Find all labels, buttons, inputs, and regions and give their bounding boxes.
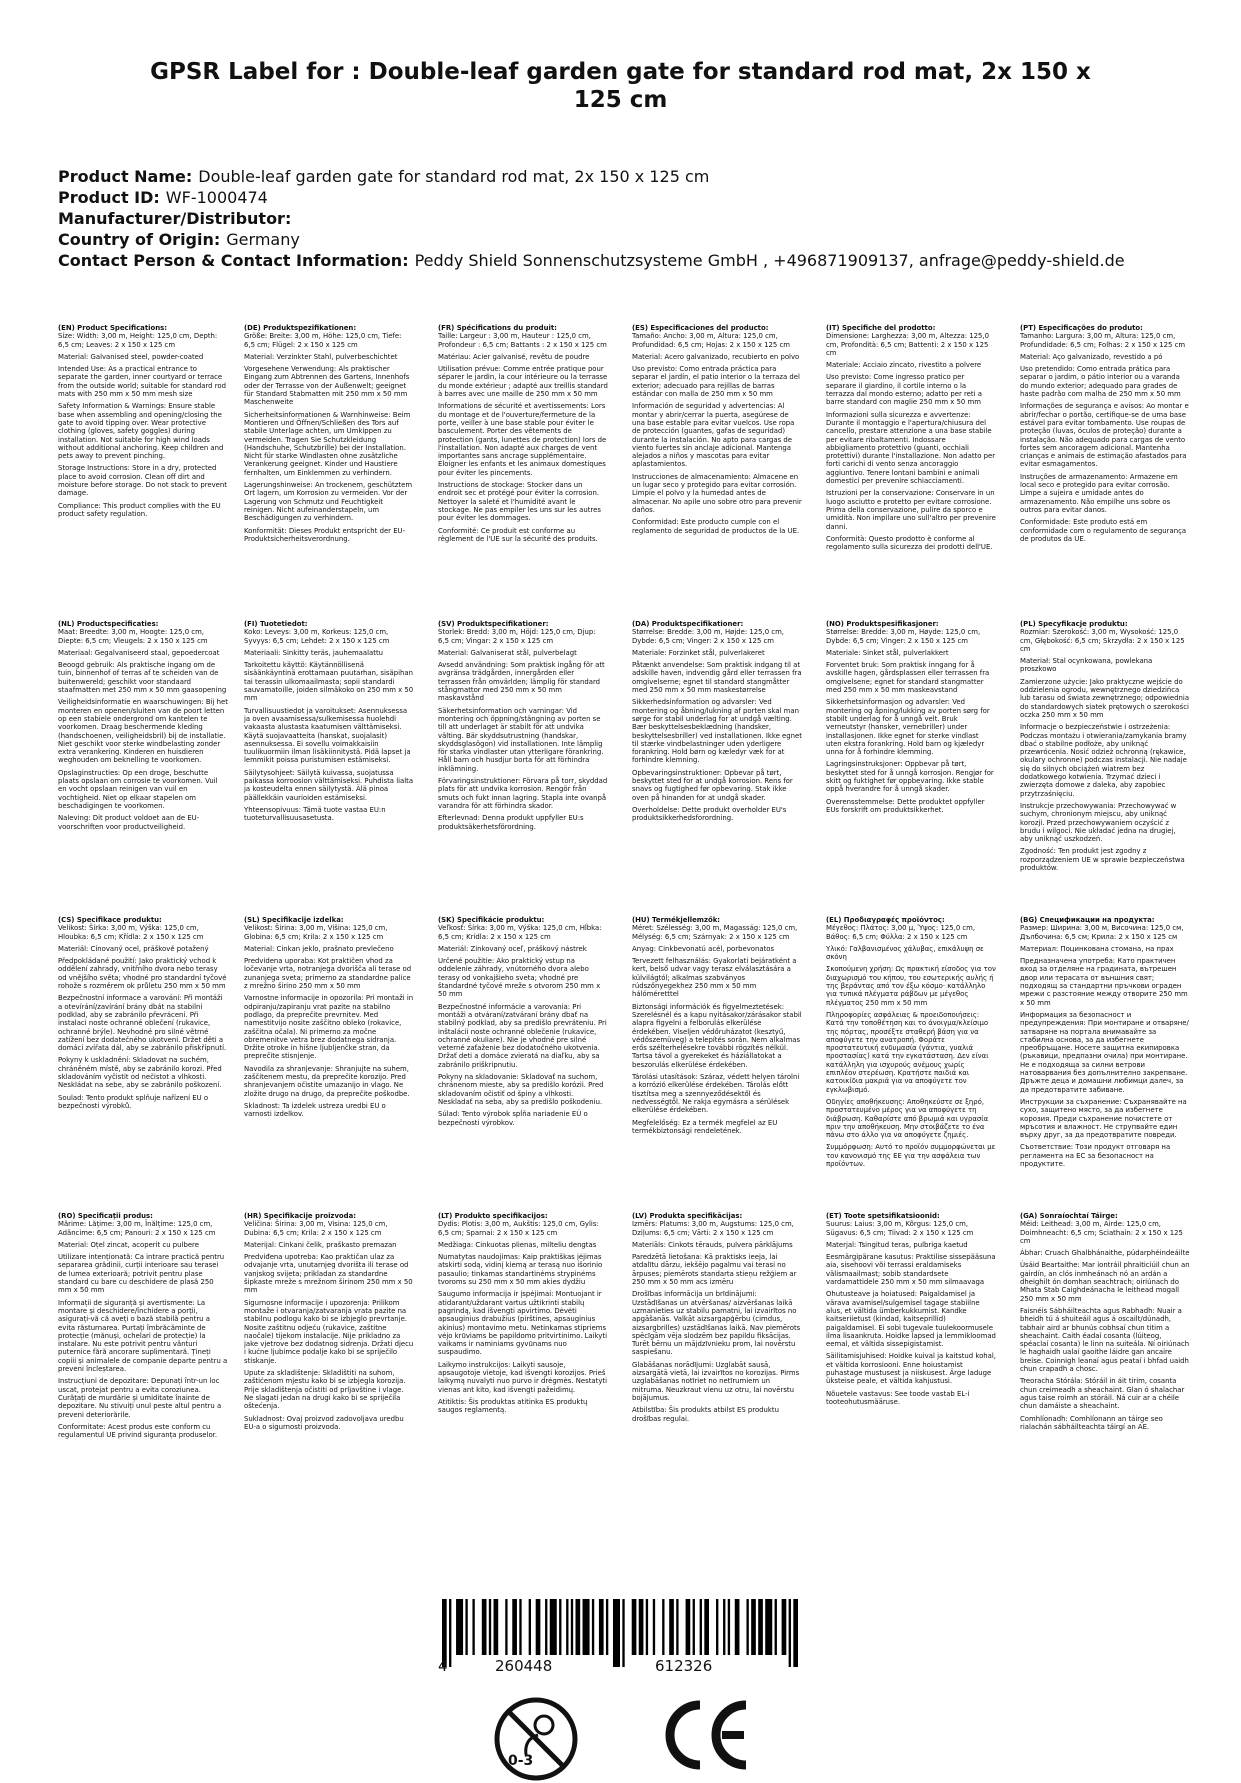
barcode-bar xyxy=(704,1599,709,1655)
spec-paragraph: Numatytas naudojimas: Kaip praktiškas įėjimas atskirti sodą, vidinį kiemą ar terasą nuo išorinio pasaulio; tinkamas standartinėms strypinėms tvoroms su 250 mm x 50 mm akies dydžiu xyxy=(438,1253,603,1287)
spec-paragraph: Съответствие: Този продукт отговаря на регламента на ЕС за безопасност на продуктите. xyxy=(1020,1143,1171,1169)
barcode-bar xyxy=(723,1599,725,1655)
spec-heading: (RO) Specificații produs: xyxy=(58,1212,153,1220)
spec-paragraph: Utilisation prévue: Comme entrée pratique pour séparer le jardin, la cour intérieure ou la terrasse du monde extérieur ; adapté aux treillis standard à barres avec une maille de 250 mm x 50 mm xyxy=(438,365,608,399)
spec-paragraph: Predviđena upotreba: Kao praktičan ulaz za odvajanje vrta, unutarnjeg dvorišta ili terase od vanjskog svijeta; prikladan za standardne šipkaste mreže s mrežnom širinom 250 mm x 50 mm xyxy=(244,1253,413,1295)
spec-paragraph: Conformidad: Este producto cumple con el reglamento de seguridad de productos de la UE. xyxy=(632,518,800,535)
spec-paragraph: Utilizare intenționată: Ca intrare practică pentru separarea grădinii, curții interioare sau terasei de lumea exterioară; potrivit pentru plase standard cu bare cu deschidere de plasă 250 mm x 50 mm xyxy=(58,1253,225,1295)
spec-paragraph: Súlad: Tento výrobok spĺňa nariadenie EÚ o bezpečnosti výrobkov. xyxy=(438,1110,588,1127)
spec-paragraph: Velikost: Šírka: 3,00 m, Výška: 125,0 cm, Hloubka: 6,5 cm; Křídla: 2 x 150 x 125 cm xyxy=(58,924,204,941)
barcode-bar xyxy=(571,1599,573,1655)
spec-paragraph: Størrelse: Bredde: 3,00 m, Høyde: 125,0 cm, Dybde: 6,5 cm; Vinger: 2 x 150 x 125 cm xyxy=(826,628,981,645)
spec-block xyxy=(438,620,608,835)
info-contact xyxy=(58,250,1188,271)
barcode-bar xyxy=(505,1599,507,1655)
spec-paragraph: Uso previsto: Come ingresso pratico per separare il giardino, il cortile interno o la terrazza dal mondo esterno; adatto per reti a barre standard con maglie 250 mm x 50 mm xyxy=(826,373,982,407)
spec-paragraph: Μέγεθος: Πλάτος: 3,00 μ, Ύψος: 125,0 cm, Βάθος: 6,5 cm; Φύλλα: 2 x 150 x 125 cm xyxy=(826,924,976,941)
barcode-bar xyxy=(639,1599,644,1655)
spec-paragraph: Suurus: Laius: 3,00 m, Kõrgus: 125,0 cm, Sügavus: 6,5 cm; Tiivad: 2 x 150 x 125 cm xyxy=(826,1220,974,1237)
spec-paragraph: Størrelse: Bredde: 3,00 m, Højde: 125,0 cm, Dybde: 6,5 cm; Vinger: 2 x 150 x 125 cm xyxy=(632,628,784,645)
age-warning-label: 0-3 xyxy=(508,1753,534,1769)
spec-heading: (HR) Specifikacije proizvoda: xyxy=(244,1212,357,1220)
ce-mark-icon xyxy=(660,1695,756,1775)
spec-paragraph: Drošības informācija un brīdinājumi: Uzstādīšanas un atvēršanas/ aizvēršanas laikā uzmanieties uz stabilu pamatni, lai izvairītos no apgāšanās. Valkāt aizsargapģērbu (cimdus, aizsargbrilles) uzstādīšanas laikā. Nav piemērots spēcīgām vēja slodzēm bez papildu fiksācijas. Turēt bērnu un mājdzīvnieku prom, lai novērstu saspiešanu. xyxy=(632,1290,801,1357)
spec-paragraph: Instrucțiuni de depozitare: Depunați într-un loc uscat, protejat pentru a evita coroziunea. Curățați de murdărie și umiditate înainte de depozitare. Nu stivuiți unul peste altul pentru a preveni deteriorările. xyxy=(58,1377,222,1419)
spec-paragraph: Biztonsági információk és figyelmeztetések: Szerelésnél és a kapu nyitásakor/zárásakor stabil alapra figyelni a felborulás elkerülése érdekében. Viseljen védőruházatot (kesztyű, védőszemüveg) a telepítés során. Nem alkalmas erős szélterhelésekre további rögzítés nélkül. Tartsa távol a gyerekeket és háziállatokat a beszorulás elkerülése érdekében. xyxy=(632,1002,802,1069)
barcode-digit-prefix: 4 xyxy=(438,1657,448,1675)
spec-heading: (PT) Especificações do produto: xyxy=(1020,324,1143,332)
spec-paragraph: Veličina: Širina: 3,00 m, Visina: 125,0 cm, Dubina: 6,5 cm; Krila: 2 x 150 x 125 cm xyxy=(244,1220,388,1237)
spec-paragraph: Dydis: Plotis: 3,00 m, Aukštis: 125,0 cm, Gylis: 6,5 cm; Sparnai: 2 x 150 x 125 cm xyxy=(438,1220,599,1237)
spec-heading: (NO) Produktspesifikasjoner: xyxy=(826,620,939,628)
spec-paragraph: Materiale: Acciaio zincato, rivestito a polvere xyxy=(826,361,982,370)
spec-block xyxy=(632,620,802,827)
barcode-bar xyxy=(489,1599,491,1655)
spec-paragraph: Konformität: Dieses Produkt entspricht der EU-Produktsicherheitsverordnung. xyxy=(244,526,406,543)
info-value: WF-1000474 xyxy=(165,188,268,207)
spec-paragraph: Úsáid Beartaithe: Mar iontráil phraiticiúil chun an gairdín, an clós inmheánach nó an ardán a dheighilt ón domhan seachtrach; oiriúnach do Mhata Stab Caighdeánacha le leithead mogall 250 mm x 50 mm xyxy=(1020,1261,1190,1303)
spec-paragraph: Storlek: Bredd: 3,00 m, Höjd: 125,0 cm, Djup: 6,5 cm; Vingar: 2 x 150 x 125 cm xyxy=(438,628,596,645)
barcode-bar xyxy=(758,1599,763,1655)
spec-paragraph: Material: Acero galvanizado, recubierto en polvo xyxy=(632,352,800,361)
spec-heading: (PL) Specyfikacje produktu: xyxy=(1020,620,1128,628)
spec-heading: (FR) Spécifications du produit: xyxy=(438,324,557,332)
spec-paragraph: Izmērs: Platums: 3,00 m, Augstums: 125,0 cm, Dziļums: 6,5 cm; Vārti: 2 x 150 x 125 cm xyxy=(632,1220,794,1237)
spec-paragraph: Pokyny k uskladnění: Skladovat na suchém, chráněném místě, aby se zabránilo korozi. Před skladováním vyčistit od nečistot a vlhkosti. Neskládat na sebe, aby se zabránilo poškození. xyxy=(58,1056,222,1090)
spec-block xyxy=(826,1212,996,1410)
barcode-bar xyxy=(782,1599,787,1655)
spec-paragraph: Información de seguridad y advertencias: Al montar y abrir/cerrar la puerta, asegúrese de una base estable para evitar vuelcos. Use ropa de protección (guantes, gafas de seguridad) durante la instalación. No apto para cargas de viento fuertes sin anclaje adicional. Mantenga alejados a niños y mascotas para evitar aplastamientos. xyxy=(632,402,795,469)
spec-paragraph: Conformitate: Acest produs este conform cu regulamentul UE privind siguranța produselor. xyxy=(58,1422,218,1440)
spec-paragraph: Sicherheitsinformationen & Warnhinweise: Beim Montieren und Öffnen/Schließen des Tors auf stabile Unterlage achten, um Umkippen zu vermeiden. Tragen Sie Schutzkleidung (Handschuhe, Schutzbrille) bei der Installation. Nicht für starke Windlasten ohne zusätzliche Verankerung geeignet. Kinder und Haustiere fernhalten, um Einklemmen zu verhindern. xyxy=(244,410,411,477)
barcode-bar xyxy=(662,1599,664,1655)
age-warning-icon xyxy=(492,1695,580,1783)
spec-heading: (NL) Productspecificaties: xyxy=(58,620,159,628)
spec-paragraph: Varnostne informacije in opozorila: Pri montaži in odpiranju/zapiranju vrat pazite na stabilno podlago, da preprečite prevrnitev. Med namestitvijo nosite zaščitno obleko (rokavice, zaščitna očala). Ni primerno za močne obremenitve vetra brez dodatnega sidranja. Držite otroke in hišne ljubljenčke stran, da preprečite stisnjenje. xyxy=(244,994,414,1061)
spec-block xyxy=(632,916,802,1139)
barcode-bar xyxy=(559,1599,561,1655)
spec-paragraph: Tárolási utasítások: Száraz, védett helyen tárolni a korrózió elkerülése érdekében. Tárolás előtt tisztítsa meg a szennyeződésektől és nedvességtől. Ne rakja egymásra a sérülések elkerülése érdekében. xyxy=(632,1073,800,1115)
spec-paragraph: Megfelelőség: Ez a termék megfelel az EU termékbiztonsági rendeletének. xyxy=(632,1118,778,1135)
spec-paragraph: Vorgesehene Verwendung: Als praktischer Eingang zum Abtrennen des Gartens, Innenhofs oder der Terrasse von der Außenwelt; geeignet für Standard Stabmatten mit 250 mm x 50 mm Maschenweite xyxy=(244,365,410,407)
barcode-bar xyxy=(793,1599,798,1667)
info-manufacturer xyxy=(58,208,1188,229)
spec-paragraph: Soulad: Tento produkt splňuje nařízení EU o bezpečnosti výrobků. xyxy=(58,1093,209,1110)
barcode-bar xyxy=(472,1599,474,1655)
spec-paragraph: Συμμόρφωση: Αυτό το προϊόν συμμορφώνεται με τον κανονισμό της ΕΕ για την ασφάλεια των προϊόντων. xyxy=(826,1143,996,1169)
barcode-bar xyxy=(765,1599,772,1655)
spec-block xyxy=(244,620,414,827)
spec-paragraph: Eesmärgipärane kasutus: Praktilise sissepääsuna aia, sisehoovi või terrassi eraldamiseks välismaailmast; sobib standardsete vardamattidele 250 mm x 50 mm silmaavaga xyxy=(826,1253,996,1287)
spec-paragraph: Materiale: Forzinket stål, pulverlakeret xyxy=(632,648,765,657)
barcode-bar xyxy=(669,1599,674,1655)
info-label: Product Name: xyxy=(58,167,193,186)
spec-paragraph: Informații de siguranță și avertismente: La montare și deschidere/închidere a porții, asigurați-vă că aveți o bază stabilă pentru a evita răsturnarea. Purtați îmbrăcăminte de protecție (mănuși, ochelari de protecție) la instalare. Nu este potrivit pentru vânturi puternice fără ancorare suplimentară. Țineți copiii și animalele de companie departe pentru a preveni încleștarea. xyxy=(58,1298,228,1374)
barcode-digits-left: 260448 xyxy=(495,1657,553,1675)
spec-paragraph: Материал: Поцинкована стомана, на прах xyxy=(1020,944,1174,953)
barcode-bar xyxy=(735,1599,740,1655)
spec-paragraph: Atitiktis: Šis produktas atitinka ES produktų saugos reglamentą. xyxy=(438,1397,588,1415)
spec-block xyxy=(438,916,608,1131)
spec-paragraph: Sukladnost: Ovaj proizvod zadovoljava uredbu EU-a o sigurnosti proizvoda. xyxy=(244,1414,404,1431)
spec-heading: (EL) Προδιαγραφές προϊόντος: xyxy=(826,916,945,924)
info-country xyxy=(58,229,1188,250)
spec-block xyxy=(244,1212,414,1435)
spec-block xyxy=(632,324,802,539)
spec-block xyxy=(1020,916,1190,1172)
barcode-bar xyxy=(693,1599,695,1655)
spec-paragraph: Materiaali: Sinkitty teräs, jauhemaalattu xyxy=(244,648,384,657)
info-product-name xyxy=(58,166,1188,187)
barcode-bar xyxy=(686,1599,691,1655)
spec-paragraph: Bezpečnostné informácie a varovania: Pri montáži a otváraní/zatváraní brány dbať na stabilný podklad, aby sa predišlo prevráteniu. Pri inštalácii noste ochranné oblečenie (rukavice, ochranné okuliare). Nie je vhodné pre silné veterné zaťaženie bez dodatočného ukotvenia. Držať deti a domáce zvieratá na diaľku, aby sa zabránilo priškripnutiu. xyxy=(438,1002,607,1069)
spec-heading: (ES) Especificaciones del producto: xyxy=(632,324,769,332)
barcode-bar xyxy=(606,1599,608,1655)
info-label: Manufacturer/Distributor: xyxy=(58,209,292,228)
spec-paragraph: Zamierzone użycie: Jako praktyczne wejście do oddzielenia ogrodu, wewnętrznego dziedzińca lub tarasu od świata zewnętrznego; odpowiednia do standardowych siatek prętowych o szerokości oczka 250 mm x 50 mm xyxy=(1020,677,1190,719)
spec-paragraph: Predvidena uporaba: Kot praktičen vhod za ločevanje vrta, notranjega dvorišča ali terase od zunanjega sveta; primerno za standardne palice z mrežno širino 250 mm x 50 mm xyxy=(244,957,412,991)
spec-paragraph: Förvaringsinstruktioner: Förvara på torr, skyddad plats för att undvika korrosion. Rengör från smuts och fukt innan lagring. Stapla inte ovanpå varandra för att förhindra skador. xyxy=(438,777,608,810)
spec-paragraph: Zgodność: Ten produkt jest zgodny z rozporządzeniem UE w sprawie bezpieczeństwa produktów. xyxy=(1020,847,1185,873)
spec-paragraph: Overensstemmelse: Dette produktet oppfyller EUs forskrift om produktsikkerhet. xyxy=(826,797,985,814)
spec-heading: (GA) Sonraíochtaí Táirge: xyxy=(1020,1212,1118,1220)
spec-paragraph: Mărime: Lățime: 3,00 m, Înălțime: 125,0 cm, Adâncime: 6,5 cm; Panouri: 2 x 150 x 125 cm xyxy=(58,1220,216,1237)
barcode-bar xyxy=(789,1599,791,1667)
spec-paragraph: Pokyny na skladovanie: Skladovať na suchom, chránenom mieste, aby sa predišlo korózii. Pred skladovaním očistiť od špiny a vlhkosti. Neskladať na seba, aby sa predišlo poškodeniu. xyxy=(438,1073,604,1106)
spec-heading: (DA) Produktspecifikationer: xyxy=(632,620,744,628)
spec-paragraph: Υλικό: Γαλβανισμένος χάλυβας, επικάλυψη σε σκόνη xyxy=(826,944,984,962)
spec-paragraph: Sigurnosne informacije i upozorenja: Prilikom montaže i otvaranja/zatvaranja vrata pazite na stabilnu podlogu kako bi se izbjeglo prevrtanje. Nosite zaštitnu odjeću (rukavice, zaštitne naočale) tijekom instalacije. Nije prikladno za jake vjetrove bez dodatnog sidrenja. Držati djecu i kućne ljubimce podalje kako bi se spriječilo stiskanje. xyxy=(244,1298,414,1365)
info-label: Country of Origin: xyxy=(58,230,221,249)
spec-heading: (LT) Produkto specifikacijos: xyxy=(438,1212,548,1220)
spec-paragraph: Conformidade: Este produto está em conformidade com o regulamento de segurança de produtos da UE. xyxy=(1020,518,1187,543)
spec-heading: (SL) Specifikacije izdelka: xyxy=(244,916,344,924)
spec-heading: (SV) Produktspecifikationer: xyxy=(438,620,549,628)
spec-paragraph: Koko: Leveys: 3,00 m, Korkeus: 125,0 cm, Syvyys: 6,5 cm; Lehdet: 2 x 150 x 125 cm xyxy=(244,628,390,645)
spec-heading: (BG) Спецификации на продукта: xyxy=(1020,916,1155,924)
barcode-bar xyxy=(622,1599,624,1667)
info-value: Double-leaf garden gate for standard rod mat, 2x 150 x 125 cm xyxy=(198,167,710,186)
spec-paragraph: Faisnéis Sábháilteachta agus Rabhadh: Nuair a bheidh tú á shuiteáil agus á oscailt/dúnadh, tabhair aird ar bhunús cobhsaí chun titim a sheachaint. Caith éadaí cosanta (lúiteog, spéaclaí cosanta) le linn na suiteála. Ní oiriúnach le haghaidh ualaí gaoithe láidre gan ancaire breise. Coinnigh leanaí agus peataí i bhfad uaidh chun crapadh a chosc. xyxy=(1020,1306,1190,1374)
spec-paragraph: Comhlíonadh: Comhlíonann an táirge seo rialachán sábháilteachta táirgí an AE. xyxy=(1020,1414,1163,1431)
spec-paragraph: Ábhar: Cruach Ghalbhánaithe, púdarphéindeáilte xyxy=(1020,1249,1190,1258)
spec-paragraph: Tamaño: Ancho: 3,00 m, Altura: 125,0 cm, Profundidad: 6,5 cm; Hojas: 2 x 150 x 125 cm xyxy=(632,332,790,349)
barcode-bar xyxy=(646,1599,648,1655)
spec-heading: (ET) Toote spetsifikatsioonid: xyxy=(826,1212,940,1220)
spec-paragraph: Méid: Leithead: 3,00 m, Airde: 125,0 cm, Doimhneacht: 6,5 cm; Sciathain: 2 x 150 x 125 cm xyxy=(1020,1220,1183,1245)
info-label: Contact Person & Contact Information: xyxy=(58,251,409,270)
barcode-bar xyxy=(519,1599,521,1655)
spec-paragraph: Material: Verzinkter Stahl, pulverbeschichtet xyxy=(244,352,398,361)
spec-block xyxy=(1020,1212,1190,1435)
spec-paragraph: Naleving: Dit product voldoet aan de EU-voorschriften voor productveiligheid. xyxy=(58,814,200,831)
spec-paragraph: Tarkoitettu käyttö: Käytännöllisenä sisäänkäyntinä erottamaan puutarhan, sisäpihan tai terassin ulkomaailmasta; sopii standardi sauvamatoille, joiden silmäkoko on 250 mm x 50 mm xyxy=(244,661,414,703)
page-title: GPSR Label for : Double-leaf garden gate for standard rod mat, 2x 150 x 125 cm xyxy=(150,59,1091,113)
spec-paragraph: Paredzētā lietošana: Kā praktisks ieeja, lai atdalītu dārzu, iekšējo pagalmu vai terasi no ārpuses; piemērots standarta stieņu režģiem ar 250 mm x 50 mm acs izmēru xyxy=(632,1253,797,1287)
spec-block xyxy=(826,620,996,818)
spec-paragraph: Material: Galvaniserat stål, pulverbelagt xyxy=(438,648,577,657)
spec-paragraph: Materiaal: Gegalvaniseerd staal, gepoedercoat xyxy=(58,648,220,657)
barcode-bar xyxy=(700,1599,702,1655)
spec-paragraph: Säilitamisjuhised: Hoidke kuival ja kaitstud kohal, et vältida korrosiooni. Enne hoiustamist puhastage mustusest ja niiskusest. Ärge laduge üksteise peale, et vältida kahjustusi. xyxy=(826,1352,996,1386)
spec-paragraph: Påtænkt anvendelse: Som praktisk indgang til at adskille haven, indvendig gård eller terrassen fra omgivelserne; egnet til standard stangmåtter med 250 mm x 50 mm maskestørrelse xyxy=(632,661,802,695)
spec-paragraph: Conformité: Ce produit est conforme au règlement de l'UE sur la sécurité des produits. xyxy=(438,526,598,543)
info-value: Germany xyxy=(226,230,300,249)
spec-block xyxy=(58,916,228,1114)
barcode-bar xyxy=(456,1599,463,1655)
spec-paragraph: Informacje o bezpieczeństwie i ostrzeżenia: Podczas montażu i otwierania/zamykania bramy dbać o stabilne podłoże, aby uniknąć przewrócenia. Nosić odzież ochronną (rękawice, okulary ochronne) podczas instalacji. Nie nadaje się do silnych obciążeń wiatrem bez dodatkowego kotwienia. Trzymać dzieci i zwierzęta domowe z daleka, aby zapobiec przytrzaśnięciu. xyxy=(1020,723,1187,798)
spec-block xyxy=(438,1212,608,1419)
spec-paragraph: Storage Instructions: Store in a dry, protected place to avoid corrosion. Clean off dirt and moisture before storage. Do not stack to prevent damage. xyxy=(58,464,227,498)
spec-paragraph: Upute za skladištenje: Skladištiti na suhom, zaštićenom mjestu kako bi se izbjegla korozija. Prije skladištenja očistiti od prljavštine i vlage. Ne slagati jedan na drugi kako bi se spriječila oštećenja. xyxy=(244,1369,406,1411)
spec-paragraph: Velikost: Širina: 3,00 m, Višina: 125,0 cm, Globina: 6,5 cm; Krila: 2 x 150 x 125 cm xyxy=(244,924,388,941)
spec-block xyxy=(826,324,996,555)
barcode-bar xyxy=(494,1599,499,1655)
spec-paragraph: Informations de sécurité et avertissements: Lors du montage et de l'ouverture/fermeture de la porte, veiller à une base stable pour éviter le basculement. Porter des vêtements de protection (gants, lunettes de protection) lors de l'installation. Non adapté aux charges de vent importantes sans ancrage supplémentaire. Éloigner les enfants et les animaux domestiques pour éviter les pincements. xyxy=(438,402,607,477)
spec-paragraph: Yhteensopivuus: Tämä tuote vastaa EU:n tuoteturvallisuusasetusta. xyxy=(244,805,386,823)
spec-paragraph: Размер: Ширина: 3,00 м, Височина: 125,0 см, Дълбочина: 6,5 см; Крила: 2 x 150 x 125 см xyxy=(1020,924,1184,941)
spec-heading: (LV) Produkta specifikācijas: xyxy=(632,1212,743,1220)
spec-paragraph: Informazioni sulla sicurezza e avvertenze: Durante il montaggio e l'apertura/chiusura del cancello, prestare attenzione a una base stabile per evitare ribaltamenti. Indossare abbigliamento protettivo (guanti, occhiali protettivi) durante l'installazione. Non adatto per forti carichi di vento senza ancoraggio aggiuntivo. Tenere lontani bambini e animali domestici per prevenire schiacciamenti. xyxy=(826,410,996,486)
spec-paragraph: Tamanho: Largura: 3,00 m, Altura: 125,0 cm, Profundidade: 6,5 cm; Folhas: 2 x 150 x 125 cm xyxy=(1020,332,1186,349)
spec-paragraph: Navodila za shranjevanje: Shranjujte na suhem, zaščitenem mestu, da preprečite korozijo. Pred shranjevanjem očistite umazanijo in vlago. Ne zložite drugo na drugo, da preprečite poškodbe. xyxy=(244,1064,410,1098)
barcode-bar xyxy=(536,1599,541,1655)
barcode-digits-right: 612326 xyxy=(655,1657,713,1675)
spec-heading: (EN) Product Specifications: xyxy=(58,324,167,332)
spec-paragraph: Anyag: Cinkbevonatú acél, porbevonatos xyxy=(632,944,775,953)
spec-paragraph: Conformità: Questo prodotto è conforme al regolamento sulla sicurezza dei prodotti dell'UE. xyxy=(826,534,993,552)
spec-paragraph: Skladnost: Ta izdelek ustreza uredbi EU o varnosti izdelkov. xyxy=(244,1101,386,1119)
spec-block xyxy=(1020,620,1190,876)
spec-paragraph: Medžiaga: Cinkuotas plienas, milteliu dengtas xyxy=(438,1240,597,1249)
product-info xyxy=(58,166,1188,271)
spec-block xyxy=(826,916,996,1172)
spec-paragraph: Bezpečnostní informace a varování: Při montáži a otevírání/zavírání brány dbát na stabilní podklad, aby se zabránilo převrácení. Při instalaci noste ochranné oblečení (rukavice, ochranné brýle). Nevhodné pro silné větrné zatížení bez dodatečného ukotvení. Držet děti a domácí zvířata dál, aby se zabránilo přiskřípnutí. xyxy=(58,994,227,1053)
spec-paragraph: Méret: Szélesség: 3,00 m, Magasság: 125,0 cm, Mélység: 6,5 cm; Szárnyak: 2 x 150 x 125 cm xyxy=(632,924,798,941)
barcode-bar xyxy=(482,1599,487,1655)
spec-paragraph: Material: Oțel zincat, acoperit cu pulbere xyxy=(58,1240,199,1249)
spec-paragraph: Určené použitie: Ako praktický vstup na oddelenie záhrady, vnútorného dvora alebo terasy od vonkajšieho sveta; vhodné pre štandardné tyčové mreže s otvorom 250 mm x 50 mm xyxy=(438,957,601,999)
spec-block xyxy=(632,1212,802,1427)
spec-paragraph: Veľkosť: Šírka: 3,00 m, Výška: 125,0 cm, Hĺbka: 6,5 cm; Krídla: 2 x 150 x 125 cm xyxy=(438,924,602,941)
spec-paragraph: Taille: Largeur : 3,00 m, Hauteur : 125,0 cm, Profondeur : 6,5 cm; Battants : 2 x 150 x 125 cm xyxy=(438,332,607,349)
barcode-bar xyxy=(592,1599,594,1655)
barcode-bar xyxy=(653,1599,655,1655)
spec-paragraph: Sikkerhedsinformation og advarsler: Ved montering og åbning/lukning af porten skal man sørge for stabil underlag for at undgå vælting. Bær beskyttelsesbeklædning (handsker, beskyttelsesbriller) ved installationen. Ikke egnet til stærke vindbelastninger uden yderligere forankring. Hold børn og kæledyr væk for at forhindre klemning. xyxy=(632,698,802,765)
barcode-bar xyxy=(632,1599,637,1655)
spec-paragraph: Tervezett felhasználás: Gyakorlati bejáratként a kert, belső udvar vagy terasz elválasztására a külvilágtól; alkalmas szabványos rúdszőnyegekhez 250 mm x 50 mm hálóméretttel xyxy=(632,957,797,999)
spec-paragraph: Material: Galvanised steel, powder-coated xyxy=(58,352,204,361)
spec-block xyxy=(244,324,414,547)
spec-paragraph: Veiligheidsinformatie en waarschuwingen: Bij het monteren en openen/sluiten van de poort letten op een stabiele ondergrond om kantelen te voorkomen. Draag beschermende kleding (handschoenen, veiligheidsbril) bij de installatie. Niet geschikt voor sterke windbelasting zonder extra verankering. Kinderen en huisdieren weghouden om beknelling te voorkomen. xyxy=(58,698,228,765)
spec-paragraph: Uso pretendido: Como entrada prática para separar o jardim, o pátio interior ou a varanda do mundo exterior; adequado para grades de haste padrão com malha de 250 mm x 50 mm xyxy=(1020,365,1181,399)
spec-paragraph: Materiál: Cínovaný ocel, práškově potažený xyxy=(58,944,209,953)
spec-paragraph: Größe: Breite: 3,00 m, Höhe: 125,0 cm, Tiefe: 6,5 cm; Flügel: 2 x 150 x 125 cm xyxy=(244,332,402,349)
info-product-id xyxy=(58,187,1188,208)
spec-paragraph: Materijal: Cinkani čelik, praškasto premazan xyxy=(244,1240,397,1249)
spec-heading: (HU) Termékjellemzők: xyxy=(632,916,721,924)
barcode-bar xyxy=(751,1599,756,1655)
spec-paragraph: Ohutusteave ja hoiatused: Paigaldamisel ja värava avamisel/sulgemisel tagage stabiilne alus, et vältida ümberkukkumist. Kandke kaitseriietust (kindad, kaitseprillid) paigaldamisel. Ei sobi tugevale tuulekoormusele ilma lisaankruta. Hoidke lapsed ja lemmikloomad eemal, et vältida sissepigistamist. xyxy=(826,1290,996,1349)
barcode-bar xyxy=(613,1599,620,1667)
spec-paragraph: Sikkerhetsinformasjon og advarsler: Ved montering og åpning/lukking av porten sørg for stabilt underlag for å unngå velt. Bruk verneutstyr (hansker, vernebriller) under installasjonen. Ikke egnet for sterke vindlast uten ekstra forankring. Hold barn og kjæledyr unna for å forhindre klemming. xyxy=(826,698,990,757)
spec-paragraph: Material: Aço galvanizado, revestido a pó xyxy=(1020,352,1163,361)
spec-paragraph: Инструкции за съхранение: Съхранявайте на сухо, защитено място, за да избегнете корозия. Преди съхранение почистете от мръсотия и влажност. Не струпвайте един върху друг, за да предотвратите повреди. xyxy=(1020,1097,1187,1140)
spec-paragraph: Intended Use: As a practical entrance to separate the garden, inner courtyard or terrace from the outside world; suitable for standard rod mats with 250 mm x 50 mm mesh size xyxy=(58,365,227,399)
spec-paragraph: Lagringsinstruksjoner: Oppbevar på tørt, beskyttet sted for å unngå korrosjon. Rengjør for skitt og fuktighet før oppbevaring. Ikke stable oppå hverandre for å unngå skader. xyxy=(826,760,994,794)
spec-heading: (CS) Specifikace produktu: xyxy=(58,916,162,924)
spec-paragraph: Istruzioni per la conservazione: Conservare in un luogo asciutto e protetto per evitare corrosione. Prima della conservazione, pulire da sporco e umidità. Non impilare uno sull'altro per prevenire danni. xyxy=(826,489,996,531)
spec-paragraph: Materiale: Sinket stål, pulverlakkert xyxy=(826,648,949,657)
barcode-bar xyxy=(676,1599,678,1655)
spec-heading: (DE) Produktspezifikationen: xyxy=(244,324,357,332)
spec-paragraph: Matériau: Acier galvanisé, revêtu de poudre xyxy=(438,352,590,361)
barcode-bar xyxy=(512,1599,517,1655)
spec-paragraph: Instruções de armazenamento: Armazene em local seco e protegido para evitar corrosão. Limpe a sujeira e umidade antes do armazenamento. Não empilhe uns sobre os outros para evitar danos. xyxy=(1020,472,1178,514)
spec-paragraph: Overholdelse: Dette produkt overholder EU's produktsikkerhedsforordning. xyxy=(632,805,787,823)
spec-heading: (IT) Specifiche del prodotto: xyxy=(826,324,936,332)
spec-paragraph: Compliance: This product complies with the EU product safety regulation. xyxy=(58,501,221,518)
barcode-bar xyxy=(599,1599,604,1655)
spec-paragraph: Beoogd gebruik: Als praktische ingang om de tuin, binnenhof of terras af te scheiden van de buitenwereld; geschikt voor standaard staafmatten met 250 mm x 50 mm gaasopening xyxy=(58,661,227,695)
barcode-bar xyxy=(775,1599,777,1655)
barcode-bar xyxy=(449,1599,451,1667)
spec-paragraph: Laikymo instrukcijos: Laikyti sausoje, apsaugotoje vietoje, kad išvengti korozijos. Prieš laikymą nuvalyti nuo purvo ir drėgmės. Nestatyti vienas ant kito, kad išvengti pažeidimų. xyxy=(438,1360,608,1394)
spec-block xyxy=(58,324,228,522)
spec-paragraph: Materjal: Tsingitud teras, pulbriga kaetud xyxy=(826,1240,968,1249)
spec-paragraph: Size: Width: 3,00 m, Height: 125,0 cm, Depth: 6,5 cm; Leaves: 2 x 150 x 125 cm xyxy=(58,332,218,349)
spec-paragraph: Uso previsto: Como entrada práctica para separar el jardín, el patio interior o la terraza del exterior; adecuado para rejillas de barras estándar con malla de 250 mm x 50 mm xyxy=(632,365,800,399)
spec-paragraph: Materiāls: Cinkots tērauds, pulvera pārklājums xyxy=(632,1240,793,1249)
spec-block xyxy=(58,620,228,835)
barcode-bar xyxy=(746,1599,748,1655)
spec-paragraph: Informações de segurança e avisos: Ao montar e abrir/fechar o portão, certifique-se de uma base estável para evitar tombamento. Use roupas de proteção (luvas, óculos de proteção) durante a instalação. Não adequado para cargas de vento fortes sem ancoragem adicional. Mantenha crianças e animais de estimação afastados para evitar esmagamentos. xyxy=(1020,402,1189,469)
spec-paragraph: Информация за безопасност и предупреждения: При монтиране и отваряне/затваряне на портала внимавайте за стабилна основа, за да избегнете преобръщане. Носете защитна екипировка (ръкавици, предпазни очила) при монтиране. Не е подходяща за силни ветрови натоварвания без допълнително закрепване. Дръжте деца и домашни любимци далеч, за да предотвратите забиване. xyxy=(1020,1010,1189,1094)
barcode-bar xyxy=(550,1599,557,1655)
spec-paragraph: Предназначена употреба: Като практичен вход за отделяне на градината, вътрешен двор или терасата от външния свят; подходящ за стандартни пръчкови ограден мрежи с разстояние между отворите 250 mm x 50 mm xyxy=(1020,957,1188,1007)
barcode-bar xyxy=(545,1599,547,1655)
spec-paragraph: Maat: Breedte: 3,00 m, Hoogte: 125,0 cm, Diepte: 6,5 cm; Vleugels: 2 x 150 x 125 cm xyxy=(58,628,208,645)
spec-paragraph: Materiál: Zinkovaný oceľ, práškový nástrek xyxy=(438,944,587,953)
spec-paragraph: Lagerungshinweise: An trockenem, geschütztem Ort lagern, um Korrosion zu vermeiden. Vor der Lagerung von Schmutz und Feuchtigkeit reinigen. Nicht aufeinanderstapeln, um Beschädigungen zu verhindern. xyxy=(244,481,413,523)
barcode-bar xyxy=(566,1599,568,1655)
spec-paragraph: Instructions de stockage: Stocker dans un endroit sec et protégé pour éviter la corrosion. Nettoyer la saleté et l'humidité avant le stockage. Ne pas empiler les uns sur les autres pour éviter les dommages. xyxy=(438,481,601,523)
spec-paragraph: Πληροφορίες ασφάλειας & προειδοποιήσεις: Κατά την τοποθέτηση και το άνοιγμα/κλείσιμο της πόρτας, προσέξτε σταθερή βάση για να αποφύγετε την ανατροπή. Φοράτε προστατευτική ενδυμασία (γάντια, γυαλιά προστασίας) κατά την εγκατάσταση. Δεν είναι κατάλληλη για ισχυρούς ανέμους χωρίς επιπλέον στερέωση. Κρατήστε παιδιά και κατοικίδια μακριά για να αποφύγετε τον εγκλωβισμό. xyxy=(826,1010,989,1094)
barcode-bar xyxy=(728,1599,730,1655)
spec-paragraph: Materiał: Stal ocynkowana, powlekana proszkowo xyxy=(1020,657,1153,674)
spec-paragraph: Atbilstība: Šis produkts atbilst ES produktu drošības regulai. xyxy=(632,1406,779,1423)
spec-paragraph: Saugumo informacija ir įspėjimai: Montuojant ir atidarant/uždarant vartus užtikrinti stabilų pagrindą, kad išvengti apvirtimo. Dėvėti apsauginius drabužius (pirštines, apsauginius akinius) montavimo metu. Netinkamas stipriems vėjo krūviams be papildomo pritvirtinimo. Laikyti vaikams ir naminiams gyvūnams nuo suspaudimo. xyxy=(438,1290,607,1357)
barcode-bar xyxy=(576,1599,581,1655)
spec-paragraph: Opbevaringsinstruktioner: Opbevar på tørt, beskyttet sted for at undgå korrosion. Rens for snavs og fugtighed før opbevaring. Stak ikke oven på hinanden for at undgå skader. xyxy=(632,768,793,802)
spec-paragraph: Treoracha Stórála: Stóráil in áit tirim, cosanta chun creimeadh a sheachaint. Glan ó shalachar agus taise roimh an stóráil. Ná cuir ar a chéile chun damáiste a sheachaint. xyxy=(1020,1377,1185,1411)
info-label: Product ID: xyxy=(58,188,160,207)
spec-heading: (FI) Tuotetiedot: xyxy=(244,620,308,628)
spec-paragraph: Instrukcje przechowywania: Przechowywać w suchym, chronionym miejscu, aby uniknąć korozji. Przed przechowywaniem oczyścić z brudu i wilgoci. Nie układać jedna na drugiej, aby uniknąć uszkodzeń. xyxy=(1020,801,1177,844)
spec-paragraph: Material: Cinkan jeklo, prašnato prevlečeno xyxy=(244,944,394,953)
spec-block xyxy=(1020,324,1190,547)
spec-paragraph: Opslaginstructies: Op een droge, beschutte plaats opslaan om corrosie te voorkomen. Vuil en vocht opslaan reinigen van vuil en vochtigheid. Niet op elkaar stapelen om beschadigingen te voorkomen. xyxy=(58,768,218,810)
barcode-bar xyxy=(583,1599,590,1655)
spec-block xyxy=(58,1212,228,1443)
spec-paragraph: Σκοπούμενη χρήση: Ως πρακτική είσοδος για τον διαχωρισμό του κήπου, του εσωτερικής αυλής ή της βεράντας από τον έξω κόσμο· κατάλληλο για τυπικά πλέγματα ράβδων με μέγεθος πλέγματος 250 mm x 50 mm xyxy=(826,965,996,1007)
barcode-bar xyxy=(529,1599,531,1655)
spec-heading: (SK) Špecifikácie produktu: xyxy=(438,916,545,924)
spec-paragraph: Instrucciones de almacenamiento: Almacene en un lugar seco y protegido para evitar corrosión. Limpie el polvo y la humedad antes de almacenar. No apile uno sobre otro para prevenir daños. xyxy=(632,472,802,514)
spec-paragraph: Avsedd användning: Som praktisk ingång för att avgränsa trädgården, innergården eller terrassen från omvärlden; lämplig för standard stångmattor med 250 mm x 50 mm maskavstånd xyxy=(438,661,605,703)
spec-paragraph: Glabāšanas norādījumi: Uzglabāt sausā, aizsargātā vietā, lai izvairītos no korozijas. Pirms uzglabāšanas notīriet no netīrumiem un mitruma. Neuzkraut vienu uz otru, lai novērstu bojājumus. xyxy=(632,1360,800,1402)
spec-paragraph: Efterlevnad: Denna produkt uppfyller EU:s produktsäkerhetsförordning. xyxy=(438,814,584,831)
spec-paragraph: Nõuetele vastavus: See toode vastab EL-i tooteohutusmääruse. xyxy=(826,1389,970,1406)
spec-paragraph: Dimensione: Larghezza: 3,00 m, Altezza: 125,0 cm, Profondità: 6,5 cm; Battenti: 2 x 150 x 125 cm xyxy=(826,332,989,357)
spec-paragraph: Safety Information & Warnings: Ensure stable base when assembling and opening/closing the gate to avoid tipping over. Wear protective clothing (gloves, safety goggles) during installation. Not suitable for high wind loads without additional anchoring. Keep children and pets away to prevent pinching. xyxy=(58,402,224,461)
spec-paragraph: Rozmiar: Szerokość: 3,00 m, Wysokość: 125,0 cm, Głębokość: 6,5 cm; Skrzydła: 2 x 150 x 125 cm xyxy=(1020,628,1185,653)
barcode-bar xyxy=(465,1599,467,1655)
spec-block xyxy=(438,324,608,547)
spec-paragraph: Předpokládané použití: Jako praktický vchod k oddělení zahrady, vnitřního dvora nebo terasy od vnějšího světa; vhodné pro standardní tyčové rohože s rozměrem ok průletu 250 mm x 50 mm xyxy=(58,957,227,991)
spec-paragraph: Säkerhetsinformation och varningar: Vid montering och öppning/stängning av porten se till att underlaget är stabilt för att undvika välting. Bär skyddsutrustning (handskar, skyddsglasögon) vid installationen. Inte lämplig för starka vindlaster utan ytterligare förankring. Håll barn och husdjur borta för att förhindra inklämning. xyxy=(438,706,604,773)
barcode-bar xyxy=(716,1599,718,1655)
info-value: Peddy Shield Sonnenschutzsysteme GmbH , +496871909137, anfrage@peddy-shield.de xyxy=(414,251,1125,270)
spec-block xyxy=(244,916,414,1123)
spec-paragraph: Forventet bruk: Som praktisk inngang for å avskille hagen, gårdsplassen eller terrassen fra omgivelsene; egnet for standard stangmatter med 250 mm x 50 mm maskeavstand xyxy=(826,661,990,695)
spec-paragraph: Turvallisuustiedot ja varoitukset: Asennuksessa ja oven avaamisessa/sulkemisessa huolehdi vakaasta alustasta kaatumisen välttämiseksi. Käytä suojavaatteita (hanskat, suojalasit) asennuksessa. Ei sovellu voimakkaisiin tuulikuormiin ilman lisäkiinnitystä. Pidä lapset ja lemmikit poissa puristumisen estämiseksi. xyxy=(244,706,411,765)
spec-paragraph: Säilytysohjeet: Säilytä kuivassa, suojatussa paikassa korroosion välttämiseksi. Puhdista lialta ja kosteudelta ennen säilytystä. Älä pinoa päällekkäin vaurioiden estämiseksi. xyxy=(244,768,414,802)
spec-paragraph: Οδηγίες αποθήκευσης: Αποθηκεύστε σε ξηρό, προστατευμένο μέρος για να αποφύγετε τη διάβρωση. Καθαρίστε από βρωμιά και υγρασία πριν την αποθήκευση. Μην στοιβάζετε το ένα πάνω στο άλλο για να αποφύγετε ζημιές. xyxy=(826,1097,989,1140)
